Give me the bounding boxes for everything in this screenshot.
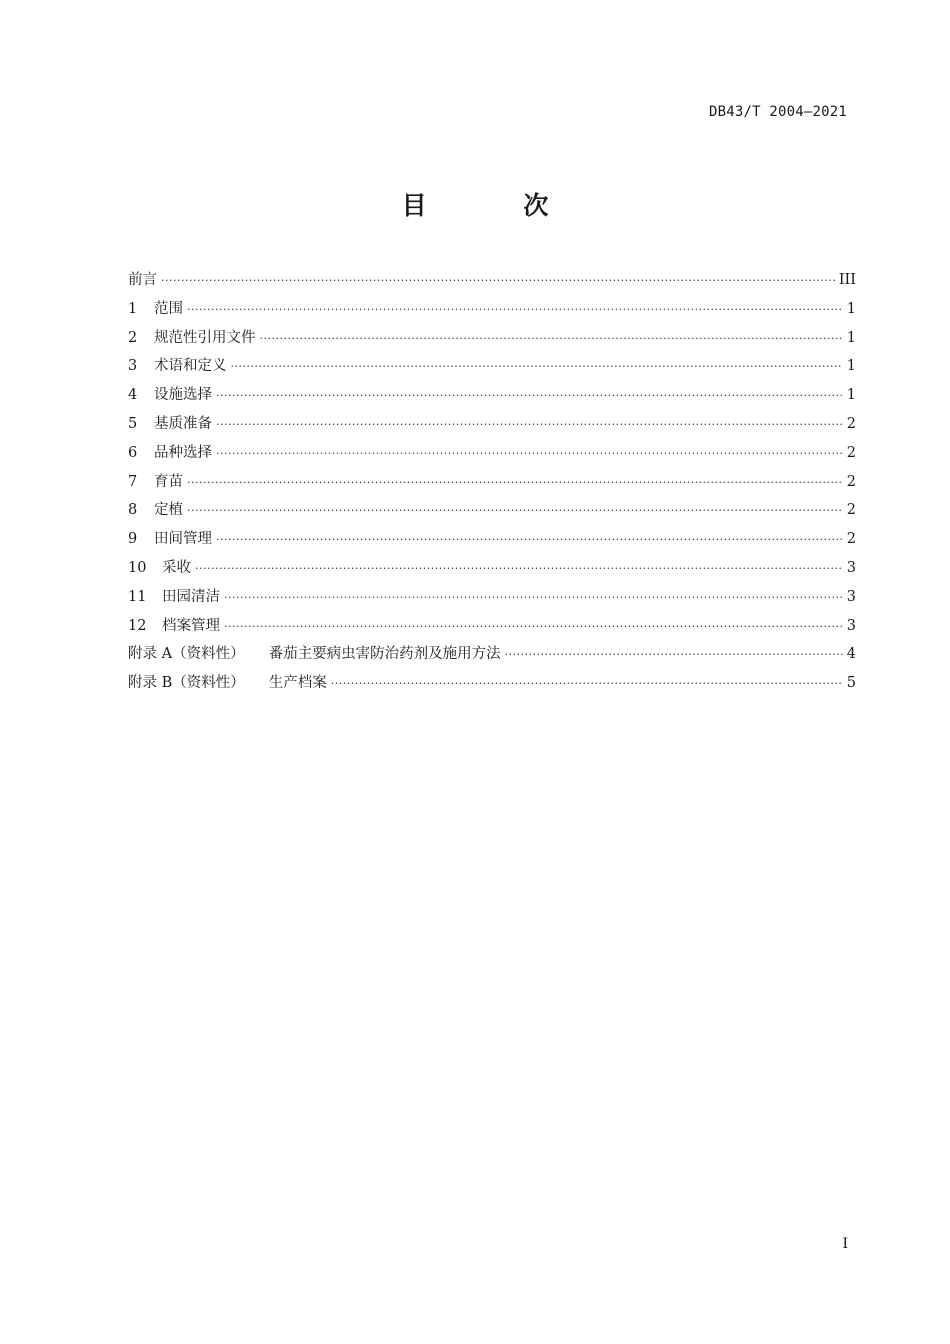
- toc-entry-page: 4: [846, 646, 856, 663]
- toc-leader-dots: [187, 296, 843, 325]
- toc-leader-dots: [331, 670, 843, 699]
- toc-entry-label: 档案管理: [162, 617, 220, 634]
- toc-entry-1[interactable]: [128, 295, 856, 324]
- toc-entry-label: 定植: [154, 502, 183, 519]
- toc-entry-8[interactable]: [128, 496, 856, 525]
- toc-entry-page: 2: [846, 473, 856, 490]
- toc-entry-page: 1: [846, 329, 856, 346]
- toc-entry-page: 1: [846, 358, 856, 375]
- toc-leader-dots: [187, 469, 843, 498]
- toc-entry-label: 生产档案: [268, 675, 327, 692]
- page-title: 目 次: [401, 191, 593, 220]
- toc-entry-2[interactable]: [128, 324, 856, 353]
- toc-entry-number: 7: [128, 473, 138, 490]
- toc-entry-page: 3: [846, 588, 856, 605]
- toc-entry-label: 设施选择: [154, 387, 212, 404]
- toc-entry-page: 1: [846, 300, 856, 317]
- toc-appendix-prefix: 附录 B（资料性）: [128, 675, 245, 692]
- toc-entry-label: 育苗: [154, 473, 183, 490]
- page-number: I: [842, 1236, 848, 1252]
- toc-leader-dots: [224, 584, 843, 613]
- toc-leader-dots: [195, 555, 843, 584]
- toc-entry-6[interactable]: [128, 439, 856, 468]
- toc-entry-appendix-b[interactable]: [128, 669, 856, 698]
- toc-entry-number: 6: [128, 444, 138, 461]
- toc-leader-dots: [231, 353, 843, 382]
- toc-entry-page: 1: [846, 387, 856, 404]
- toc-entry-page: 2: [846, 415, 856, 432]
- toc-entry-12[interactable]: [128, 612, 856, 641]
- toc-entry-page: 2: [846, 444, 856, 461]
- toc-entry-number: 10: [128, 559, 147, 576]
- toc-entry-page: 3: [846, 559, 856, 576]
- toc-entry-7[interactable]: [128, 468, 856, 497]
- toc-entry-11[interactable]: [128, 583, 856, 612]
- toc-appendix-prefix: 附录 A（资料性）: [128, 646, 245, 663]
- toc-entry-page: 3: [846, 617, 856, 634]
- table-of-contents: [128, 266, 856, 698]
- toc-entry-number: 8: [128, 502, 138, 519]
- toc-entry-foreword[interactable]: [128, 266, 856, 295]
- toc-entry-label: 田间管理: [154, 531, 212, 548]
- toc-entry-label: 田园清洁: [162, 588, 220, 605]
- toc-leader-dots: [216, 526, 843, 555]
- toc-entry-page: 5: [846, 675, 856, 692]
- toc-entry-number: 1: [128, 300, 138, 317]
- toc-entry-10[interactable]: [128, 554, 856, 583]
- toc-entry-number: 12: [128, 617, 147, 634]
- toc-entry-page: 2: [846, 502, 856, 519]
- toc-leader-dots: [216, 440, 843, 469]
- toc-entry-appendix-a[interactable]: [128, 640, 856, 669]
- toc-leader-dots: [260, 325, 843, 354]
- toc-entry-label: 品种选择: [154, 444, 212, 461]
- toc-leader-dots: [216, 382, 843, 411]
- toc-leader-dots: [505, 641, 843, 670]
- toc-entry-number: 5: [128, 415, 138, 432]
- toc-entry-label: 采收: [162, 559, 191, 576]
- toc-entry-number: 3: [128, 358, 138, 375]
- toc-leader-dots: [224, 613, 843, 642]
- toc-entry-3[interactable]: [128, 352, 856, 381]
- toc-entry-label: 前言: [128, 272, 157, 288]
- toc-entry-9[interactable]: [128, 525, 856, 554]
- toc-entry-number: 4: [128, 387, 138, 404]
- toc-entry-4[interactable]: [128, 381, 856, 410]
- toc-entry-label: 范围: [154, 300, 183, 317]
- toc-leader-dots: [216, 411, 843, 440]
- standard-code: DB43/T 2004—2021: [708, 104, 847, 120]
- toc-entry-label: 番茄主要病虫害防治药剂及施用方法: [268, 646, 501, 663]
- toc-entry-label: 基质准备: [154, 415, 212, 432]
- toc-entry-5[interactable]: [128, 410, 856, 439]
- toc-entry-page: III: [838, 272, 856, 288]
- toc-leader-dots: [161, 267, 835, 296]
- toc-entry-number: 11: [128, 588, 147, 605]
- toc-leader-dots: [187, 497, 843, 526]
- toc-entry-number: 9: [128, 531, 138, 548]
- toc-entry-label: 术语和定义: [154, 358, 227, 375]
- toc-entry-page: 2: [846, 531, 856, 548]
- toc-entry-label: 规范性引用文件: [154, 329, 256, 346]
- toc-entry-number: 2: [128, 329, 138, 346]
